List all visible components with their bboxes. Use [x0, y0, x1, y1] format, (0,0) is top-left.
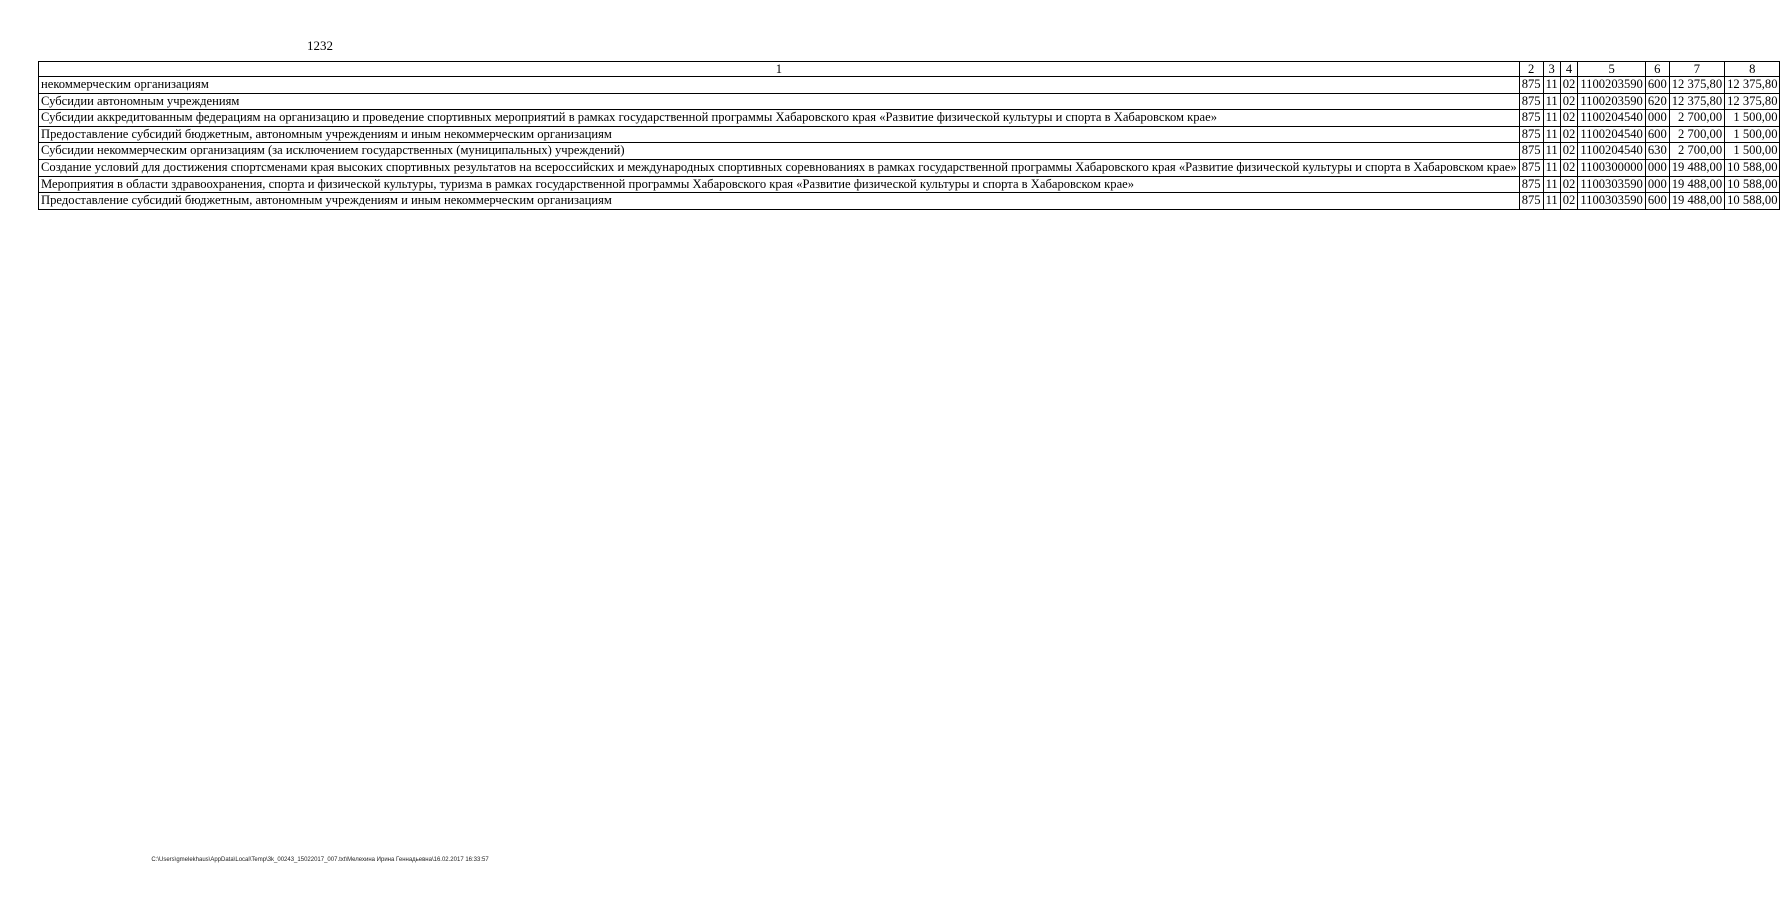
column-header: 5 [1578, 62, 1646, 77]
cell-subsection: 02 [1560, 143, 1578, 160]
column-header: 3 [1543, 62, 1560, 77]
cell-expense-type: 630 [1645, 143, 1669, 160]
row-name: Предоставление субсидий бюджетным, автономным учреждениям и иным некоммерческим организациям [39, 193, 1520, 210]
cell-target-article: 1100300000 [1578, 159, 1646, 176]
cell-expense-type: 000 [1645, 110, 1669, 127]
row-name: Мероприятия в области здравоохранения, спорта и физической культуры, туризма в рамках государственной программы Хабаровского края «Развитие физической культуры и спорта в Хабаровском крае» [39, 176, 1520, 193]
file-path-footer: C:\Users\gmelekhaus\AppData\Local\Temp\3k_00243_15022017_007.txt\Мелехина Ирина Геннадьевна\16.02.2017 16:33:57 [151, 857, 489, 863]
cell-subsection: 02 [1560, 93, 1578, 110]
cell-section: 11 [1543, 193, 1560, 210]
cell-section: 11 [1543, 93, 1560, 110]
column-header: 8 [1725, 62, 1780, 77]
cell-section: 11 [1543, 126, 1560, 143]
cell-admin-code: 875 [1519, 143, 1543, 160]
cell-section: 11 [1543, 176, 1560, 193]
cell-target-article: 1100203590 [1578, 77, 1646, 94]
cell-amount-actual: 1 500,00 [1725, 110, 1780, 127]
column-header: 6 [1645, 62, 1669, 77]
cell-section: 11 [1543, 143, 1560, 160]
cell-expense-type: 600 [1645, 126, 1669, 143]
cell-expense-type: 000 [1645, 159, 1669, 176]
cell-admin-code: 875 [1519, 93, 1543, 110]
cell-amount-plan: 12 375,80 [1669, 93, 1724, 110]
table-row [39, 176, 1780, 193]
cell-subsection: 02 [1560, 126, 1578, 143]
row-name: Субсидии автономным учреждениям [39, 93, 1520, 110]
cell-amount-actual: 12 375,80 [1725, 93, 1780, 110]
table-row [39, 159, 1780, 176]
table-row [39, 126, 1780, 143]
cell-subsection: 02 [1560, 159, 1578, 176]
cell-admin-code: 875 [1519, 77, 1543, 94]
cell-target-article: 1100204540 [1578, 126, 1646, 143]
column-header: 2 [1519, 62, 1543, 77]
cell-amount-plan: 2 700,00 [1669, 126, 1724, 143]
table-row [39, 143, 1780, 160]
budget-table [38, 61, 1780, 210]
cell-admin-code: 875 [1519, 126, 1543, 143]
cell-target-article: 1100303590 [1578, 193, 1646, 210]
cell-target-article: 1100204540 [1578, 143, 1646, 160]
row-name: некоммерческим организациям [39, 77, 1520, 94]
row-name: Субсидии аккредитованным федерациям на организацию и проведение спортивных мероприятий в рамках государственной программы Хабаровского края «Развитие физической культуры и спорта в Хабаровском крае» [39, 110, 1520, 127]
cell-amount-actual: 10 588,00 [1725, 159, 1780, 176]
cell-target-article: 1100204540 [1578, 110, 1646, 127]
cell-admin-code: 875 [1519, 193, 1543, 210]
cell-expense-type: 600 [1645, 193, 1669, 210]
column-header: 7 [1669, 62, 1724, 77]
cell-section: 11 [1543, 77, 1560, 94]
cell-amount-actual: 12 375,80 [1725, 77, 1780, 94]
cell-amount-plan: 2 700,00 [1669, 143, 1724, 160]
table-row [39, 110, 1780, 127]
cell-admin-code: 875 [1519, 176, 1543, 193]
cell-amount-actual: 1 500,00 [1725, 126, 1780, 143]
table-header-row [39, 62, 1780, 77]
cell-amount-actual: 1 500,00 [1725, 143, 1780, 160]
table-row [39, 77, 1780, 94]
page-number: 1232 [307, 38, 333, 53]
cell-section: 11 [1543, 110, 1560, 127]
cell-expense-type: 600 [1645, 77, 1669, 94]
row-name: Субсидии некоммерческим организациям (за исключением государственных (муниципальных) учреждений) [39, 143, 1520, 160]
cell-subsection: 02 [1560, 193, 1578, 210]
row-name: Предоставление субсидий бюджетным, автономным учреждениям и иным некоммерческим организациям [39, 126, 1520, 143]
table-row [39, 193, 1780, 210]
cell-expense-type: 000 [1645, 176, 1669, 193]
cell-admin-code: 875 [1519, 110, 1543, 127]
cell-subsection: 02 [1560, 77, 1578, 94]
cell-subsection: 02 [1560, 176, 1578, 193]
row-name: Создание условий для достижения спортсменами края высоких спортивных результатов на всероссийских и международных спортивных соревнованиях в рамках государственной программы Хабаровского края «Развитие физической культуры и спорта в Хабаровском крае» [39, 159, 1520, 176]
column-header: 1 [39, 62, 1520, 77]
cell-amount-actual: 10 588,00 [1725, 193, 1780, 210]
cell-amount-actual: 10 588,00 [1725, 176, 1780, 193]
cell-amount-plan: 12 375,80 [1669, 77, 1724, 94]
table-row [39, 93, 1780, 110]
cell-target-article: 1100303590 [1578, 176, 1646, 193]
cell-expense-type: 620 [1645, 93, 1669, 110]
cell-subsection: 02 [1560, 110, 1578, 127]
cell-amount-plan: 19 488,00 [1669, 159, 1724, 176]
column-header: 4 [1560, 62, 1578, 77]
cell-admin-code: 875 [1519, 159, 1543, 176]
cell-amount-plan: 2 700,00 [1669, 110, 1724, 127]
cell-section: 11 [1543, 159, 1560, 176]
cell-target-article: 1100203590 [1578, 93, 1646, 110]
cell-amount-plan: 19 488,00 [1669, 176, 1724, 193]
cell-amount-plan: 19 488,00 [1669, 193, 1724, 210]
